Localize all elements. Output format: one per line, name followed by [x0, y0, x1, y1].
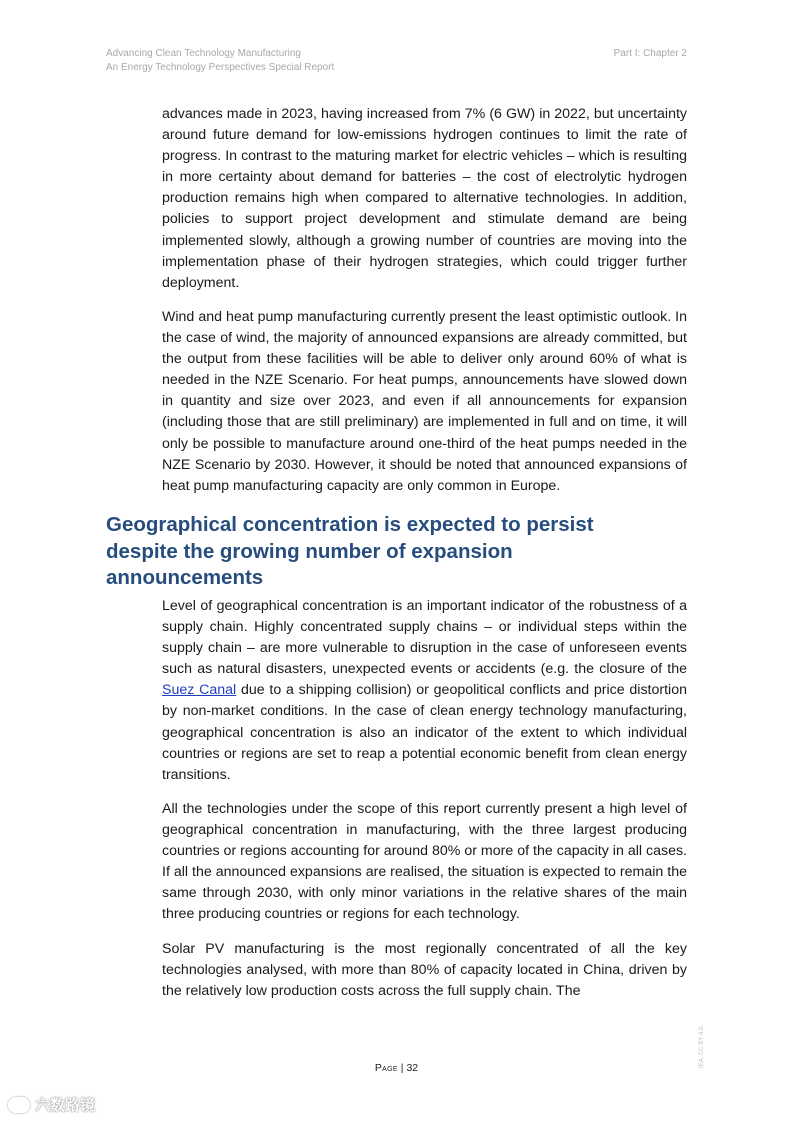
- paragraph-text: due to a shipping collision) or geopolitical conflicts and price distortion by non-market conditions. In the case of clean energy technology manufacturing, geographical concentration is also an indicator of the extent to which individual countries or regions are set to reap a potential economic benefit from clean energy transitions.: [162, 682, 687, 783]
- paragraph-geographical-concentration: [162, 596, 687, 786]
- watermark-logo-icon: [8, 1097, 30, 1113]
- report-title: Advancing Clean Technology Manufacturing: [106, 48, 301, 59]
- page-footer: [0, 1062, 793, 1074]
- watermark: [8, 1094, 95, 1115]
- license-note: IEA. CC BY 4.0.: [699, 1025, 705, 1068]
- paragraph-text: Level of geographical concentration is an important indicator of the robustness of a supply chain. Highly concentrated supply chains – or individual steps within the supply chain – are more vulnerable to disruption in the case of unforeseen events such as natural disasters, unexpected events or accidents (e.g. the closure of the: [162, 598, 687, 678]
- report-subtitle: An Energy Technology Perspectives Special Report: [106, 62, 335, 73]
- suez-canal-link[interactable]: Suez Canal: [162, 682, 237, 699]
- page-label: Page: [374, 1062, 398, 1074]
- watermark-text: 六数路镜: [35, 1097, 96, 1114]
- section-heading: Geographical concentration is expected to persist despite the growing number of expansion announcements: [106, 513, 594, 589]
- page-separator: |: [397, 1062, 407, 1074]
- paragraph-technologies-scope: All the technologies under the scope of this report currently present a high level of geographical concentration in manufacturing, with the three largest producing countries or regions accounting for around 80% or more of the capacity in all cases. If all the announced expansions are realised, the situation is expected to remain the same through 2030, with only minor variations in the relative shares of the main three producing countries or regions for each technology.: [162, 801, 687, 923]
- paragraph-hydrogen: advances made in 2023, having increased from 7% (6 GW) in 2022, but uncertainty around future demand for low-emissions hydrogen continues to limit the rate of progress. In contrast to the maturing market for electric vehicles – which is resulting in more certainty about demand for batteries – the cost of electrolytic hydrogen production remains high when compared to alternative technologies. In addition, policies to support project development and stimulate demand are being implemented slowly, although a growing number of countries are moving into the implementation phase of their hydrogen strategies, which could trigger further deployment.: [162, 106, 687, 291]
- paragraph-solar-pv: Solar PV manufacturing is the most regionally concentrated of all the key technologies analysed, with more than 80% of capacity located in China, driven by the relatively low production costs across the full supply chain. The: [162, 941, 687, 1000]
- report-header-title: [106, 47, 334, 75]
- page-number: 32: [406, 1062, 419, 1074]
- chapter-label: Part I: Chapter 2: [613, 48, 687, 59]
- paragraph-wind-heat-pumps: Wind and heat pump manufacturing currently present the least optimistic outlook. In the case of wind, the majority of announced expansions are already committed, but the output from these facilities will be able to deliver only around 60% of what is needed in the NZE Scenario. For heat pumps, announcements have slowed down in quantity and size over 2023, and even if all announcements for expansion (including those that are still preliminary) are implemented in full and on time, it will only be possible to manufacture around one-third of the heat pumps needed in the NZE Scenario by 2030. However, it should be noted that announced expansions of heat pump manufacturing capacity are only common in Europe.: [162, 309, 687, 494]
